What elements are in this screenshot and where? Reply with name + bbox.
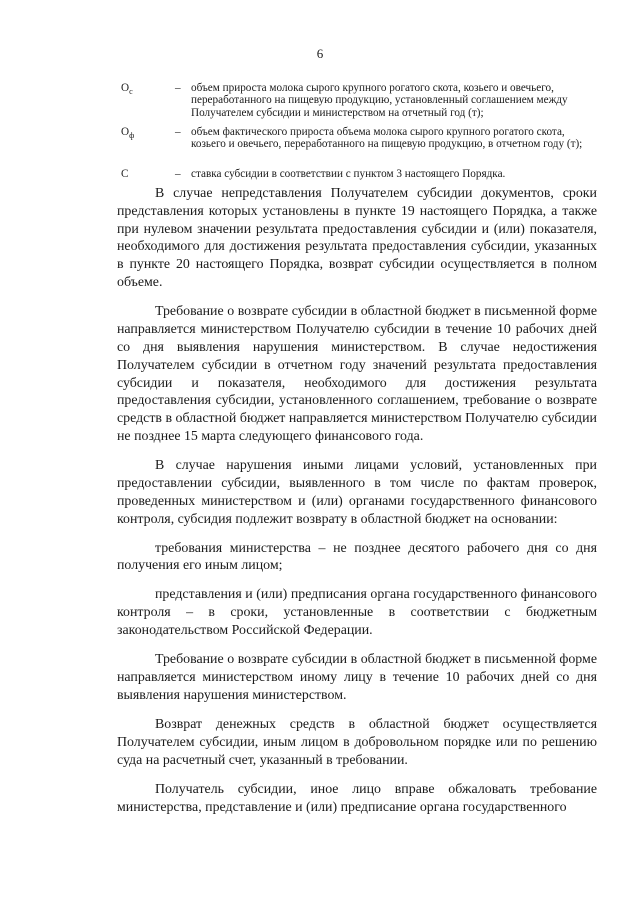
symbol-sub: ф xyxy=(129,131,135,141)
legend-symbol xyxy=(121,82,161,99)
page-number: 6 xyxy=(316,46,324,61)
symbol-main: O xyxy=(121,82,130,94)
legend-symbol xyxy=(121,126,161,143)
paragraph-control-order: представления и (или) предписания органа государственного финансового контроля – в сроки, установленные в соответствии с бюджетным законодательством Российской Федерации. xyxy=(117,587,597,638)
symbol-main: С xyxy=(121,168,129,180)
paragraph-demand-other-person: Требование о возврате субсидии в областной бюджет в письменной форме направляется министерством иному лицу в течение 10 рабочих дней со дня выявления нарушения министерством. xyxy=(117,652,597,703)
symbol-sub: c xyxy=(129,87,133,97)
paragraph-funds-return: Возврат денежных средств в областной бюджет осуществляется Получателем субсидии, иным лицом в добровольном порядке или по решению суда на расчетный счет, указанный в требовании. xyxy=(117,717,597,768)
paragraph-full-return: В случае непредставления Получателем субсидии документов, сроки представления которых установлены в пункте 19 настоящего Порядка, а также при нулевом значении результата предоставления субсидии и (или) показателя, необходимого для достижения результата предоставления субсидии, указанных в пункте 20 настоящего Порядка, возврат субсидии осуществляется в полном объеме. xyxy=(117,186,597,290)
legend-text: объем фактического прироста объема молока сырого крупного рогатого скота, козьего и овечьего, переработанного на пищевую продукцию, в отчетном году (т); xyxy=(191,126,583,151)
symbol-main: O xyxy=(121,126,130,138)
paragraph-return-demand: Требование о возврате субсидии в областной бюджет в письменной форме направляется министерством Получателю субсидии в течение 10 рабочих дней со дня выявления нарушения министерством. В случае недостижения Получателем субсидии в отчетном году значений результата предоставления субсидии и показателя, необходимого для достижения результата предоставления субсидии, установленного соглашением, требование о возврате средств в областной бюджет направляется министерством Получателю субсидии не позднее 15 марта следующего финансового года. xyxy=(117,304,597,444)
legend-text: ставка субсидии в соответствии с пунктом 3 настоящего Порядка. xyxy=(191,168,506,180)
body-text xyxy=(117,185,597,828)
legend-text: объем прироста молока сырого крупного рогатого скота, козьего и овечьего, переработанного на пищевую продукцию, установленный соглашением между Получателем субсидии и министерством на отчетный год (т); xyxy=(191,82,568,119)
paragraph-ministry-demand: требования министерства – не позднее десятого рабочего дня со дня получения его иным лицом; xyxy=(117,540,597,574)
legend-dash: – xyxy=(175,168,181,180)
legend-symbol xyxy=(121,168,161,180)
paragraph-other-persons: В случае нарушения иными лицами условий, установленных при предоставлении субсидии, выявленного в том числе по фактам проверок, проведенных министерством и (или) органами государственного финансового контроля, субсидия подлежит возврату в областной бюджет на основании: xyxy=(117,458,597,527)
paragraph-appeal: Получатель субсидии, иное лицо вправе обжаловать требование министерства, представление и (или) предписание органа государственного xyxy=(117,782,597,815)
legend-dash: – xyxy=(175,126,181,138)
legend-dash: – xyxy=(175,82,181,94)
